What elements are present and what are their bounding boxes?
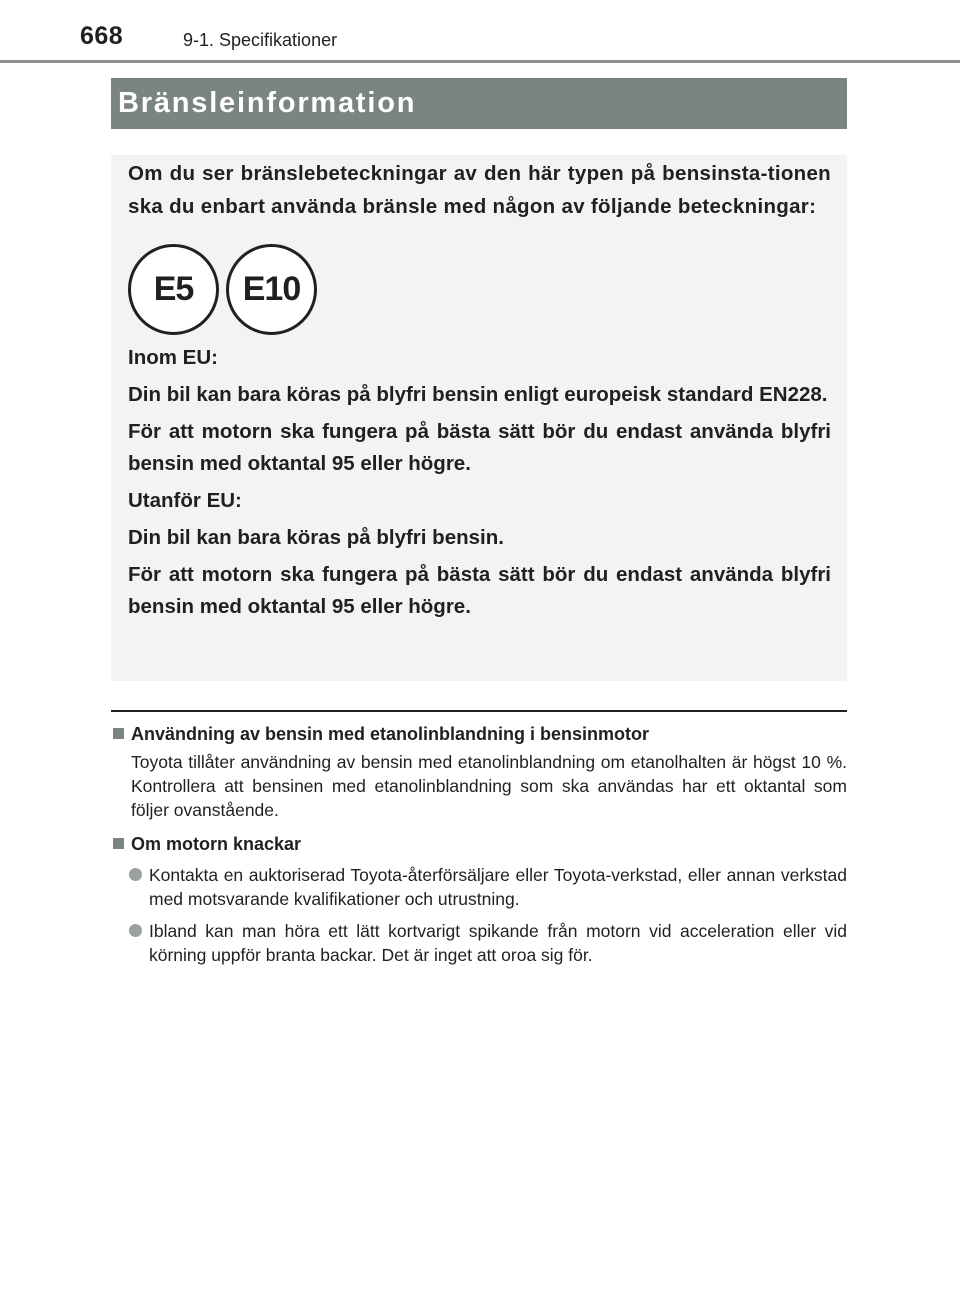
page-number: 668: [80, 22, 124, 50]
fuel-info-box: [111, 155, 847, 681]
utanfor-eu-heading: Utanför EU:: [128, 489, 242, 512]
header-divider: [0, 60, 960, 63]
square-bullet-icon: [113, 838, 124, 849]
note-heading-text: Användning av bensin med etanolinblandning i bensinmotor: [131, 724, 650, 744]
intro-text: Om du ser bränslebeteckningar av den här typen på bensinsta-tionen ska du enbart använda bränsle med någon av följande beteckningar:: [128, 162, 831, 218]
bullet-text: Kontakta en auktoriserad Toyota-återförsäljare eller Toyota-verkstad, eller annan verkstad med motsvarande kvalifikationer och utrustning.: [149, 865, 847, 909]
e10-badge: E10: [226, 244, 317, 335]
inom-eu-octane-text: För att motorn ska fungera på bästa sätt bör du endast använda blyfri bensin med oktantal 95 eller högre.: [128, 420, 831, 475]
note-heading-text: Om motorn knackar: [131, 834, 302, 854]
note-text-ethanol: Toyota tillåter användning av bensin med etanolinblandning om etanolhalten är högst 10 %. Kontrollera att bensinen med etanolinblandning som ska användas har ett oktantal som följer ovanstående.: [131, 752, 847, 820]
note-heading-ethanol: [111, 722, 847, 746]
notes-section: [111, 722, 847, 967]
square-bullet-icon: [113, 728, 124, 739]
e5-badge: E5: [128, 244, 219, 335]
bullet-item: [111, 863, 847, 911]
circle-bullet-icon: [129, 924, 142, 937]
utanfor-eu-fuel-text: Din bil kan bara köras på blyfri bensin.: [128, 526, 504, 549]
note-heading-knocking: [111, 832, 847, 856]
utanfor-eu-octane-text: För att motorn ska fungera på bästa sätt bör du endast använda blyfri bensin med oktantal 95 eller högre.: [128, 563, 831, 618]
circle-bullet-icon: [129, 868, 142, 881]
bullet-text: Ibland kan man höra ett lätt kortvarigt spikande från motorn vid acceleration eller vid körning uppför branta backar. Det är inget att oroa sig för.: [149, 921, 847, 965]
note-block-knocking: [111, 832, 847, 967]
body-divider: [111, 710, 847, 712]
note-block-ethanol: [111, 722, 847, 822]
fuel-label-badges: [128, 244, 831, 332]
bullet-item: [111, 919, 847, 967]
title-bar: [111, 78, 847, 129]
inom-eu-standard-text: Din bil kan bara köras på blyfri bensin enligt europeisk standard EN228.: [128, 383, 828, 406]
inom-eu-heading: Inom EU:: [128, 346, 218, 369]
page-title: Bränsleinformation: [118, 87, 417, 119]
section-path: 9-1. Specifikationer: [183, 30, 338, 50]
